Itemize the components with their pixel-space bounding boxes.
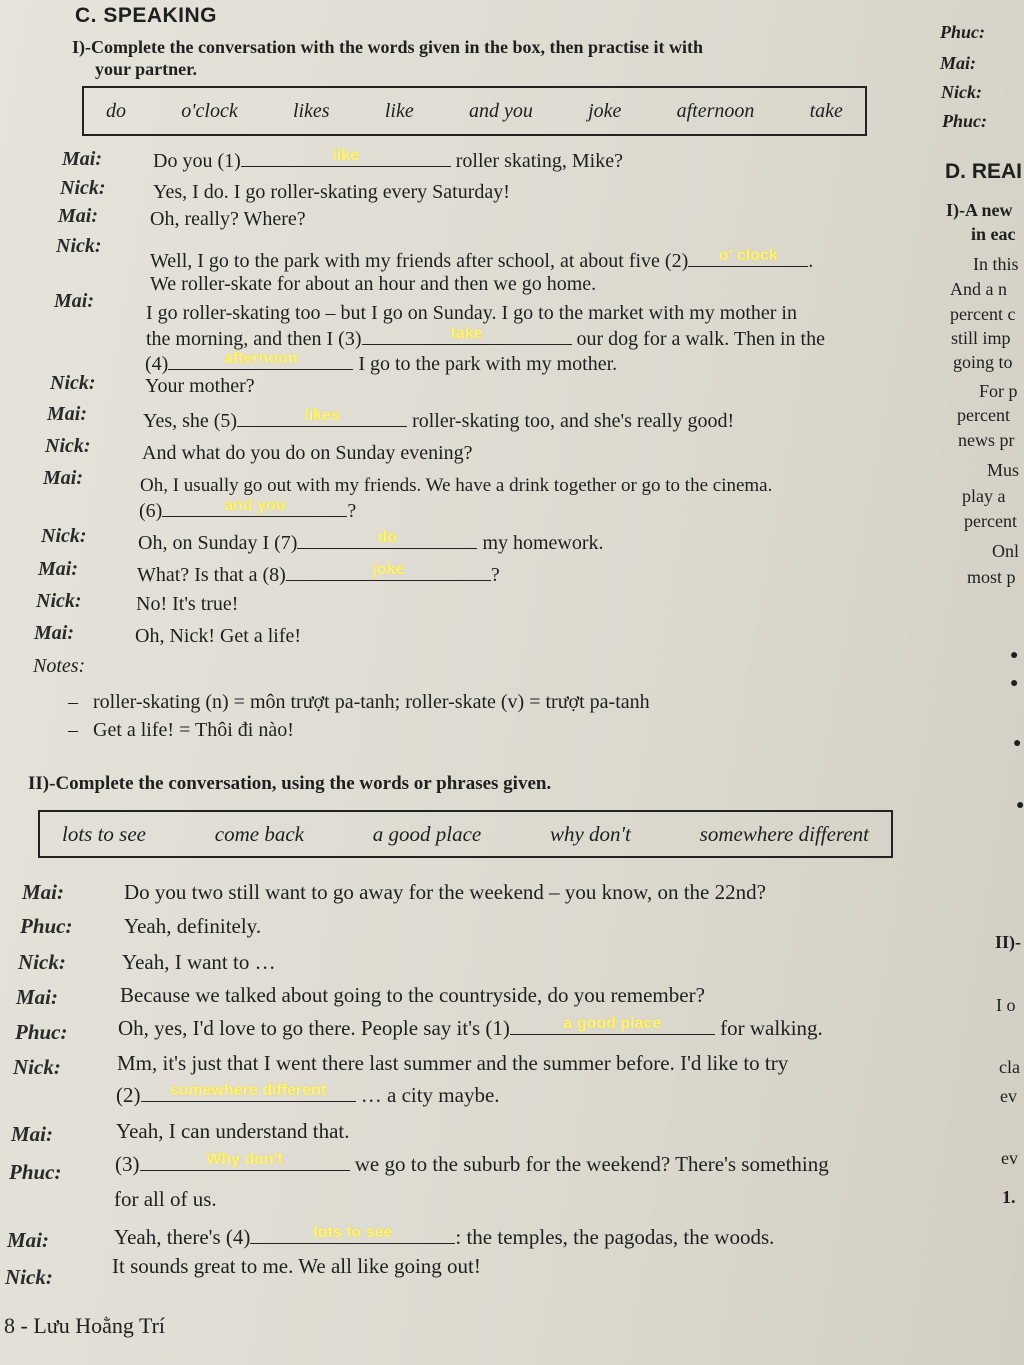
dialogue-line: (4) afternoon I go to the park with my mother.	[145, 351, 617, 376]
phrase-box-item: come back	[214, 821, 304, 846]
dialogue-line: Do you (1) like roller skating, Mike?	[153, 148, 623, 173]
adjacent-text: Mus	[987, 460, 1020, 480]
adjacent-page-column	[935, 0, 1024, 1365]
answer-blank[interactable]	[168, 351, 353, 370]
answer-blank[interactable]	[297, 530, 477, 549]
phrase-box-item: somewhere different	[699, 821, 869, 846]
adjacent-text: In this	[973, 254, 1019, 274]
answer-blank[interactable]	[510, 1016, 715, 1035]
phrase-box-item: a good place	[372, 821, 482, 846]
part1-word-box	[82, 86, 867, 136]
dialogue-line: Oh, on Sunday I (7) do my homework.	[138, 530, 604, 555]
adjacent-text: Phuc:	[940, 22, 985, 42]
speaker-label: Mai:	[7, 1228, 49, 1252]
answer-blank[interactable]	[140, 1152, 350, 1171]
speaker-label: Phuc:	[9, 1160, 62, 1184]
dialogue-line: Yeah, I can understand that.	[116, 1119, 350, 1143]
adjacent-text: And a n	[950, 279, 1007, 299]
adjacent-text: cla	[999, 1057, 1020, 1077]
adjacent-text: 1.	[1002, 1187, 1016, 1207]
bullet-icon: ●	[1013, 736, 1022, 751]
phrase-box-item: why don't	[549, 821, 631, 846]
speaker-label: Mai:	[54, 290, 94, 312]
speaker-label: Nick:	[5, 1265, 53, 1289]
adjacent-text: Nick:	[941, 82, 982, 102]
dialogue-line: I go roller-skating too – but I go on Sunday. I go to the market with my mother in	[146, 302, 797, 324]
part2-instruction: II)-Complete the conversation, using the words or phrases given.	[28, 773, 552, 794]
answer-text: joke	[372, 561, 405, 578]
adjacent-text: Mai:	[940, 53, 976, 73]
dialogue-line: Well, I go to the park with my friends after school, at about five (2) o' clock .	[150, 248, 813, 273]
answer-text: a good place	[563, 1015, 662, 1032]
adjacent-text: play a	[962, 486, 1006, 506]
speaker-label: Nick:	[41, 525, 87, 547]
adjacent-text: going to	[953, 352, 1013, 372]
speaker-label: Mai:	[34, 622, 74, 644]
adjacent-text: Onl	[992, 541, 1019, 561]
dialogue-line: Because we talked about going to the countryside, do you remember?	[120, 983, 705, 1007]
word-box-item: do	[106, 99, 126, 122]
dialogue-line: What? Is that a (8) joke ?	[137, 562, 500, 587]
dialogue-line: Yes, I do. I go roller-skating every Saturday!	[153, 181, 510, 203]
adjacent-text: II)-	[995, 932, 1021, 952]
speaker-label: Mai:	[11, 1122, 53, 1146]
answer-text: take	[450, 325, 483, 342]
notes-label: Notes:	[33, 655, 86, 677]
phrase-box-item: lots to see	[62, 821, 146, 846]
dialogue-line: Do you two still want to go away for the weekend – you know, on the 22nd?	[124, 880, 766, 904]
answer-text: likes	[304, 407, 340, 424]
answer-text: Why don't	[206, 1151, 283, 1168]
adjacent-text: ev	[1000, 1086, 1017, 1106]
word-box-item: like	[384, 99, 414, 122]
adjacent-text: percent c	[950, 304, 1016, 324]
dialogue-line: (6) and you ?	[139, 498, 356, 523]
dialogue-line: Yeah, definitely.	[124, 914, 262, 938]
adjacent-text: in eac	[971, 224, 1016, 244]
speaker-label: Nick:	[45, 435, 91, 457]
answer-text: somewhere different	[169, 1082, 327, 1099]
adjacent-text: For p	[979, 381, 1018, 401]
dialogue-line: (3) Why don't we go to the suburb for the weekend? There's something	[115, 1152, 829, 1176]
dialogue-line: No! It's true!	[136, 593, 239, 615]
note-item: – roller-skating (n) = môn trượt pa-tanh; roller-skate (v) = trượt pa-tanh	[68, 691, 650, 713]
bullet-icon: ●	[1010, 648, 1019, 663]
section-title: C. SPEAKING	[75, 4, 218, 27]
note-item: – Get a life! = Thôi đi nào!	[68, 719, 294, 741]
dialogue-line: Your mother?	[145, 375, 255, 397]
adjacent-text: ev	[1001, 1148, 1018, 1168]
answer-text: o' clock	[718, 247, 778, 264]
speaker-label: Phuc:	[15, 1020, 68, 1044]
dialogue-line: the morning, and then I (3) take our dog for a walk. Then in the	[146, 326, 825, 351]
dialogue-line: It sounds great to me. We all like going out!	[112, 1254, 481, 1278]
answer-blank[interactable]	[286, 562, 491, 581]
speaker-label: Phuc:	[20, 914, 73, 938]
answer-blank[interactable]	[241, 148, 451, 167]
adjacent-text: most p	[967, 567, 1016, 587]
dialogue-line: (2) somewhere different … a city maybe.	[116, 1083, 500, 1107]
answer-blank[interactable]	[688, 248, 808, 267]
word-box-item: o'clock	[181, 99, 238, 122]
speaker-label: Mai:	[62, 148, 102, 170]
dialogue-line: for all of us.	[114, 1187, 217, 1211]
answer-text: do	[377, 529, 398, 546]
dialogue-line: Yes, she (5) likes roller-skating too, and she's really good!	[143, 408, 734, 433]
adjacent-text: percent	[957, 405, 1010, 425]
dialogue-line: Oh, I usually go out with my friends. We have a drink together or go to the cinema.	[140, 475, 773, 496]
dialogue-line: We roller-skate for about an hour and then we go home.	[150, 273, 597, 295]
dialogue-line: Yeah, I want to …	[122, 950, 276, 974]
page-footer: 8 - Lưu Hoằng Trí	[4, 1313, 166, 1338]
adjacent-text: Phuc:	[942, 111, 987, 131]
part2-phrase-box	[38, 810, 893, 858]
dialogue-line: And what do you do on Sunday evening?	[142, 442, 473, 464]
word-box-item: likes	[292, 99, 330, 122]
adjacent-text: I o	[996, 995, 1016, 1015]
dialogue-line: Mm, it's just that I went there last summer and the summer before. I'd like to try	[117, 1051, 789, 1075]
word-box-item: joke	[588, 99, 622, 122]
adjacent-text: news pr	[958, 430, 1015, 450]
adjacent-text: D. REAI	[945, 160, 1023, 183]
adjacent-text: still imp	[951, 328, 1011, 348]
speaker-label: Mai:	[47, 403, 87, 425]
speaker-label: Nick:	[50, 372, 96, 394]
answer-blank[interactable]	[141, 1083, 356, 1102]
speaker-label: Nick:	[13, 1055, 61, 1079]
answer-text: afternoon	[223, 350, 298, 367]
answer-blank[interactable]	[162, 498, 347, 517]
answer-blank[interactable]	[362, 326, 572, 345]
dialogue-line: Oh, really? Where?	[150, 208, 306, 230]
word-box-item: afternoon	[676, 99, 755, 122]
part1-instruction-line1: I)-Complete the conversation with the words given in the box, then practise it with	[72, 37, 703, 57]
dialogue-line: Oh, Nick! Get a life!	[135, 625, 302, 647]
adjacent-text: I)-A new	[946, 200, 1013, 220]
answer-text: lots to see	[313, 1224, 393, 1241]
speaker-label: Nick:	[56, 235, 102, 257]
answer-blank[interactable]	[250, 1225, 455, 1244]
word-box-item: take	[809, 99, 843, 122]
speaker-label: Nick:	[60, 177, 106, 199]
speaker-label: Nick:	[18, 950, 66, 974]
speaker-label: Mai:	[16, 985, 58, 1009]
speaker-label: Mai:	[43, 467, 83, 489]
word-box-item: and you	[468, 99, 533, 122]
part1-instruction-line2: your partner.	[95, 59, 198, 79]
dialogue-line: Yeah, there's (4) lots to see : the temples, the pagodas, the woods.	[114, 1225, 774, 1249]
dialogue-line: Oh, yes, I'd love to go there. People say it's (1) a good place for walking.	[118, 1016, 823, 1040]
answer-blank[interactable]	[237, 408, 407, 427]
bullet-icon: ●	[1010, 676, 1019, 691]
adjacent-text: percent	[964, 511, 1017, 531]
speaker-label: Mai:	[38, 558, 78, 580]
speaker-label: Mai:	[22, 880, 64, 904]
answer-text: like	[332, 147, 360, 164]
speaker-label: Nick:	[36, 590, 82, 612]
answer-text: and you	[224, 497, 286, 514]
bullet-icon: ●	[1016, 798, 1024, 813]
speaker-label: Mai:	[58, 205, 98, 227]
